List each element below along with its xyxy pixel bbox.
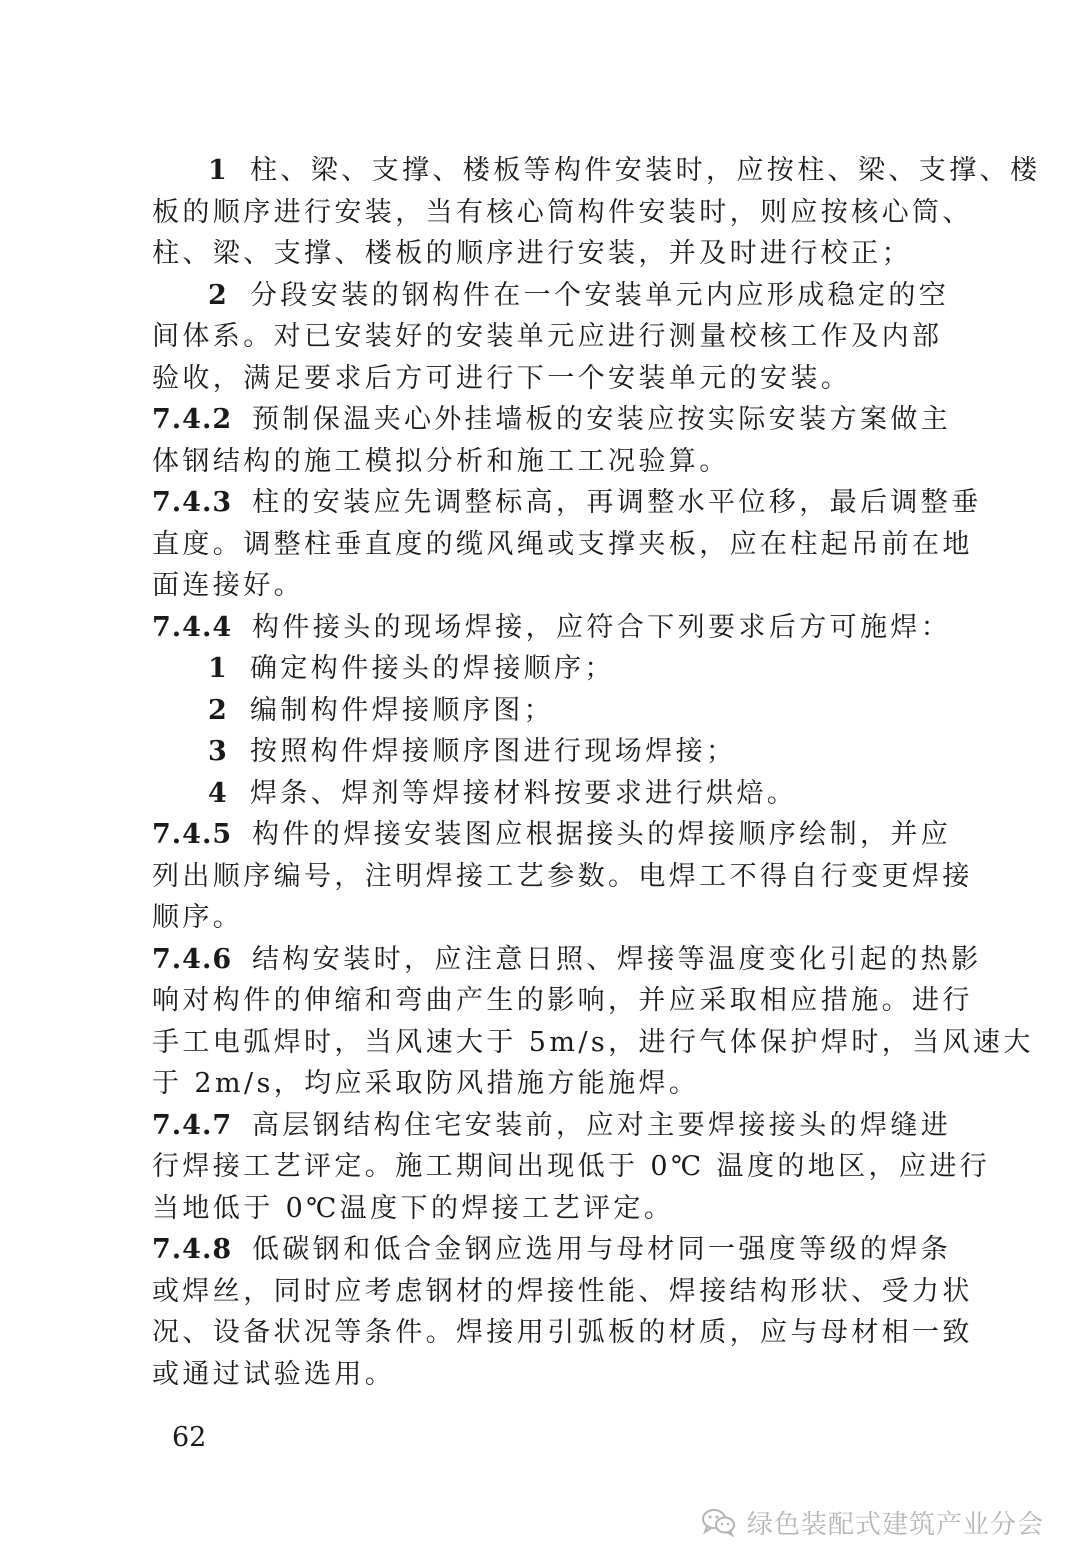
- line-text: 柱、梁、支撑、楼板等构件安装时，应按柱、梁、支撑、楼: [250, 155, 1041, 186]
- clause-number: 7.4.7: [152, 1109, 233, 1141]
- line-text: 间体系。对已安装好的安装单元应进行测量校核工作及内部: [152, 321, 943, 352]
- text-line: [152, 980, 973, 1022]
- text-line: [152, 358, 928, 400]
- line-text: 直度。调整柱垂直度的缆风绳或支撑夹板，应在柱起吊前在地: [152, 528, 973, 560]
- text-line: [152, 856, 973, 898]
- line-text: 或焊丝，同时应考虑钢材的焊接性能、焊接结构形状、受力状: [152, 1275, 973, 1307]
- clause-number: 7.4.2: [152, 404, 233, 435]
- item-number: 1: [208, 653, 227, 684]
- list-item-line: [152, 773, 928, 815]
- item-number: 3: [208, 736, 227, 767]
- text-line: [152, 1188, 928, 1230]
- list-item-line: [152, 690, 928, 732]
- wechat-icon: [701, 1507, 737, 1537]
- line-text: 预制保温夹心外挂墙板的安装应按实际安装方案做主: [252, 404, 952, 435]
- line-text: 板的顺序进行安装，当有核心筒构件安装时，则应按核心筒、: [152, 196, 973, 228]
- line-text: 编制构件焊接顺序图；: [250, 694, 554, 726]
- line-text: 柱的安装应先调整标高，再调整水平位移，最后调整垂: [252, 487, 982, 518]
- item-number: 1: [208, 155, 227, 186]
- list-item-line: [152, 275, 950, 317]
- line-text: 确定构件接头的焊接顺序；: [250, 653, 615, 684]
- clause-number: 7.4.6: [152, 943, 233, 975]
- list-item-line: [152, 731, 928, 773]
- clause-line: [152, 482, 982, 524]
- line-text: 行焊接工艺评定。施工期间出现低于 0℃ 温度的地区，应进行: [152, 1151, 991, 1182]
- line-text: 分段安装的钢构件在一个安装单元内应形成稳定的空: [250, 279, 950, 311]
- page-number: 62: [172, 1422, 207, 1453]
- watermark-text: 绿色装配式建筑产业分会: [746, 1509, 1044, 1540]
- line-text: 柱、梁、支撑、楼板的顺序进行安装，并及时进行校正；: [152, 238, 912, 269]
- text-line: [152, 1063, 928, 1105]
- line-text: 体钢结构的施工模拟分析和施工工况验算。: [152, 445, 730, 477]
- text-line: [152, 524, 973, 566]
- text-line: [152, 233, 928, 275]
- line-text: 验收，满足要求后方可进行下一个安装单元的安装。: [152, 362, 852, 394]
- line-text: 顺序。: [152, 902, 244, 933]
- line-text: 于 2m/s，均应采取防风措施方能施焊。: [152, 1068, 700, 1099]
- text-line: [152, 316, 943, 358]
- item-number: 4: [208, 777, 227, 809]
- line-text: 焊条、焊剂等焊接材料按要求进行烘焙。: [250, 777, 798, 809]
- clause-line: [152, 607, 952, 649]
- list-item-line: [152, 150, 1041, 192]
- line-text: 或通过试验选用。: [152, 1358, 396, 1390]
- line-text: 按照构件焊接顺序图进行现场焊接；: [250, 736, 737, 767]
- list-item-line: [152, 648, 928, 690]
- text-line: [152, 441, 928, 483]
- document-body: [152, 150, 1041, 1395]
- line-text: 高层钢结构住宅安装前，应对主要焊接接头的焊缝进: [252, 1109, 952, 1141]
- clause-line: [152, 1229, 952, 1271]
- line-text: 构件接头的现场焊接，应符合下列要求后方可施焊：: [252, 611, 952, 643]
- watermark: [701, 1500, 1044, 1544]
- line-text: 当地低于 0℃温度下的焊接工艺评定。: [152, 1192, 675, 1224]
- line-text: 手工电弧焊时，当风速大于 5m/s，进行气体保护焊时，当风速大: [152, 1026, 1034, 1058]
- clause-number: 7.4.4: [152, 611, 233, 643]
- line-text: 面连接好。: [152, 570, 304, 601]
- clause-number: 7.4.5: [152, 819, 233, 850]
- line-text: 低碳钢和低合金钢应选用与母材同一强度等级的焊条: [252, 1234, 952, 1265]
- clause-line: [152, 399, 952, 441]
- clause-line: [152, 939, 982, 981]
- text-line: [152, 1354, 928, 1396]
- clause-line: [152, 814, 952, 856]
- text-line: [152, 1022, 1034, 1064]
- text-line: [152, 897, 928, 939]
- line-text: 响对构件的伸缩和弯曲产生的影响，并应采取相应措施。进行: [152, 985, 973, 1016]
- text-line: [152, 192, 973, 234]
- line-text: 列出顺序编号，注明焊接工艺参数。电焊工不得自行变更焊接: [152, 860, 973, 892]
- line-text: 况、设备状况等条件。焊接用引弧板的材质，应与母材相一致: [152, 1317, 973, 1348]
- text-line: [152, 1312, 973, 1354]
- text-line: [152, 1271, 973, 1313]
- clause-line: [152, 1105, 952, 1147]
- clause-number: 7.4.8: [152, 1234, 233, 1265]
- line-text: 构件的焊接安装图应根据接头的焊接顺序绘制，并应: [252, 819, 952, 850]
- text-line: [152, 565, 928, 607]
- item-number: 2: [208, 694, 227, 726]
- line-text: 结构安装时，应注意日照、焊接等温度变化引起的热影: [252, 943, 982, 975]
- clause-number: 7.4.3: [152, 487, 233, 518]
- text-line: [152, 1146, 991, 1188]
- item-number: 2: [208, 279, 227, 311]
